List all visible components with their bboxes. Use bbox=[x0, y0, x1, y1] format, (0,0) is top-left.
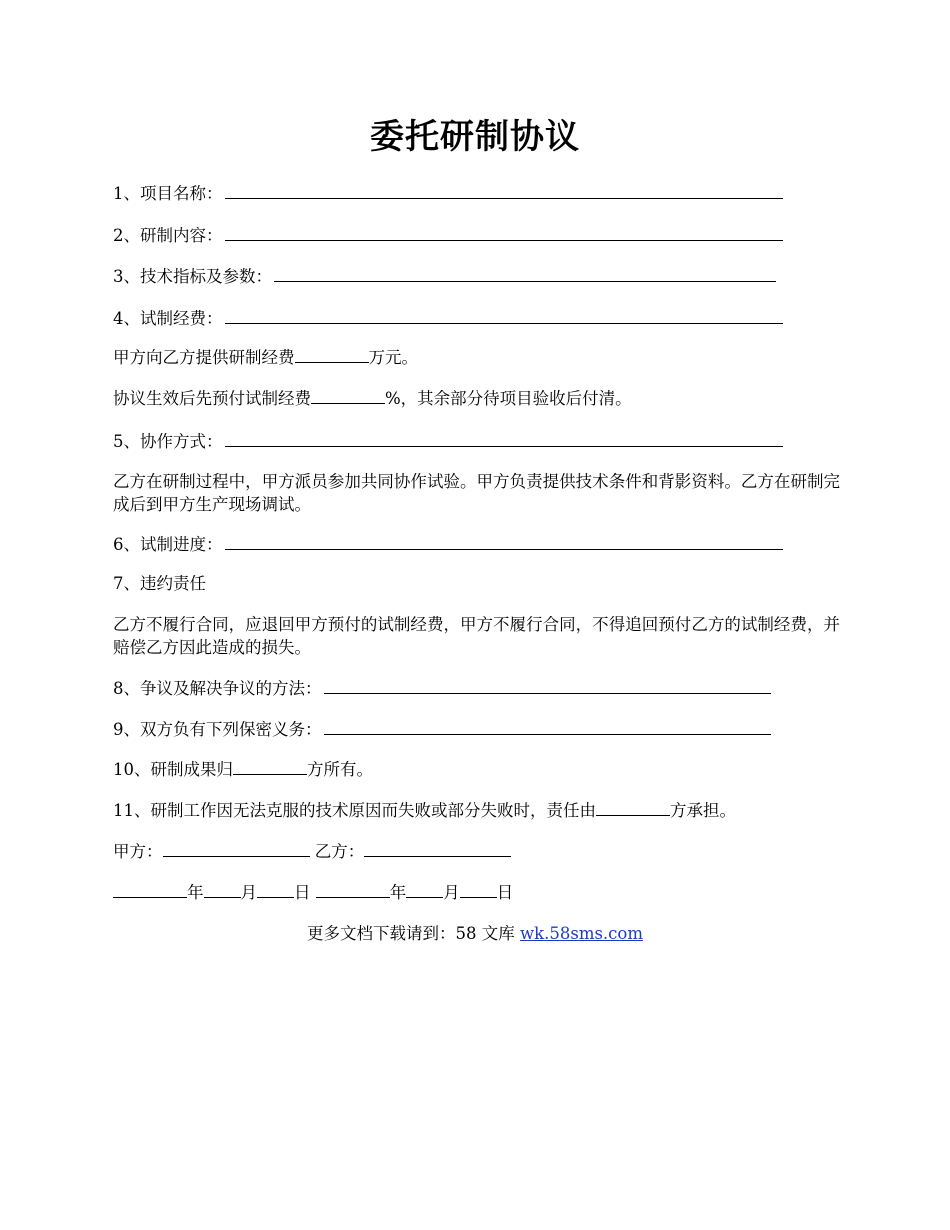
item-confidentiality-label: 9、双方负有下列保密义务： bbox=[113, 720, 322, 739]
day-b-label: 日 bbox=[496, 883, 514, 902]
trial-funding-blank bbox=[225, 305, 783, 324]
year-a-label: 年 bbox=[187, 883, 204, 902]
failure-pre: 11、研制工作因无法克服的技术原因而失败或部分失败时，责任由 bbox=[113, 801, 596, 820]
item-research-content bbox=[113, 222, 838, 248]
research-content-blank bbox=[225, 222, 783, 241]
item-ownership bbox=[113, 758, 838, 782]
year-a-blank bbox=[113, 881, 187, 898]
month-a-label: 月 bbox=[240, 883, 257, 902]
month-b-blank bbox=[406, 881, 443, 898]
item-research-content-label: 2、研制内容： bbox=[113, 226, 223, 245]
month-a-blank bbox=[204, 881, 241, 898]
funding-amount-blank bbox=[295, 346, 369, 363]
item-cooperation bbox=[113, 428, 838, 454]
party-b-label: 乙方： bbox=[314, 842, 365, 861]
item-failure-responsibility bbox=[113, 799, 838, 823]
footer-link[interactable]: wk.58sms.com bbox=[519, 924, 643, 943]
footer bbox=[0, 922, 950, 946]
item-tech-specs bbox=[113, 263, 838, 289]
item-liability: 7、违约责任 bbox=[113, 574, 206, 593]
item-schedule bbox=[113, 531, 838, 557]
prepayment-line bbox=[113, 387, 838, 411]
prepayment-blank bbox=[311, 387, 385, 404]
prepayment-post: %，其余部分待项目验收后付清。 bbox=[385, 389, 632, 408]
liability-paragraph: 乙方不履行合同，应退回甲方预付的试制经费，甲方不履行合同，不得追回预付乙方的试制经费，并赔偿乙方因此造成的损失。 bbox=[113, 615, 840, 657]
failure-post: 方承担。 bbox=[670, 801, 736, 820]
ownership-post: 方所有。 bbox=[307, 760, 373, 779]
party-b-blank bbox=[364, 840, 511, 857]
item-schedule-label: 6、试制进度： bbox=[113, 535, 223, 554]
schedule-blank bbox=[225, 531, 783, 550]
month-b-label: 月 bbox=[443, 883, 460, 902]
item-dispute-label: 8、争议及解决争议的方法： bbox=[113, 679, 322, 698]
item-project-name bbox=[113, 180, 838, 206]
footer-text: 更多文档下载请到：58 文库 bbox=[306, 924, 520, 943]
day-a-label: 日 bbox=[294, 883, 311, 902]
item-cooperation-label: 5、协作方式： bbox=[113, 432, 223, 451]
item-dispute bbox=[113, 675, 838, 701]
document-title: 委托研制协议 bbox=[370, 117, 580, 157]
day-a-blank bbox=[257, 881, 294, 898]
failure-blank bbox=[596, 799, 670, 816]
funding-amount-post: 万元。 bbox=[368, 348, 418, 367]
item-tech-specs-label: 3、技术指标及参数： bbox=[113, 267, 272, 286]
tech-specs-blank bbox=[274, 263, 776, 282]
year-b-label: 年 bbox=[389, 883, 407, 902]
party-a-label: 甲方： bbox=[113, 842, 163, 861]
ownership-blank bbox=[233, 758, 307, 775]
cooperation-blank bbox=[225, 428, 783, 447]
year-b-blank bbox=[316, 881, 390, 898]
confidentiality-blank bbox=[324, 716, 771, 735]
day-b-blank bbox=[460, 881, 497, 898]
date-line bbox=[113, 881, 838, 905]
cooperation-paragraph: 乙方在研制过程中，甲方派员参加共同协作试验。甲方负责提供技术条件和背影资料。乙方在研制完成后到甲方生产现场调试。 bbox=[113, 472, 840, 514]
funding-amount-pre: 甲方向乙方提供研制经费 bbox=[113, 348, 295, 367]
ownership-pre: 10、研制成果归 bbox=[113, 760, 233, 779]
item-project-name-label: 1、项目名称： bbox=[113, 184, 223, 203]
project-name-blank bbox=[225, 180, 783, 199]
item-confidentiality bbox=[113, 716, 838, 742]
item-trial-funding bbox=[113, 305, 838, 331]
dispute-blank bbox=[324, 675, 771, 694]
signature-line bbox=[113, 840, 838, 864]
funding-amount-line bbox=[113, 346, 838, 370]
party-a-blank bbox=[163, 840, 310, 857]
prepayment-pre: 协议生效后先预付试制经费 bbox=[113, 389, 311, 408]
item-trial-funding-label: 4、试制经费： bbox=[113, 309, 223, 328]
